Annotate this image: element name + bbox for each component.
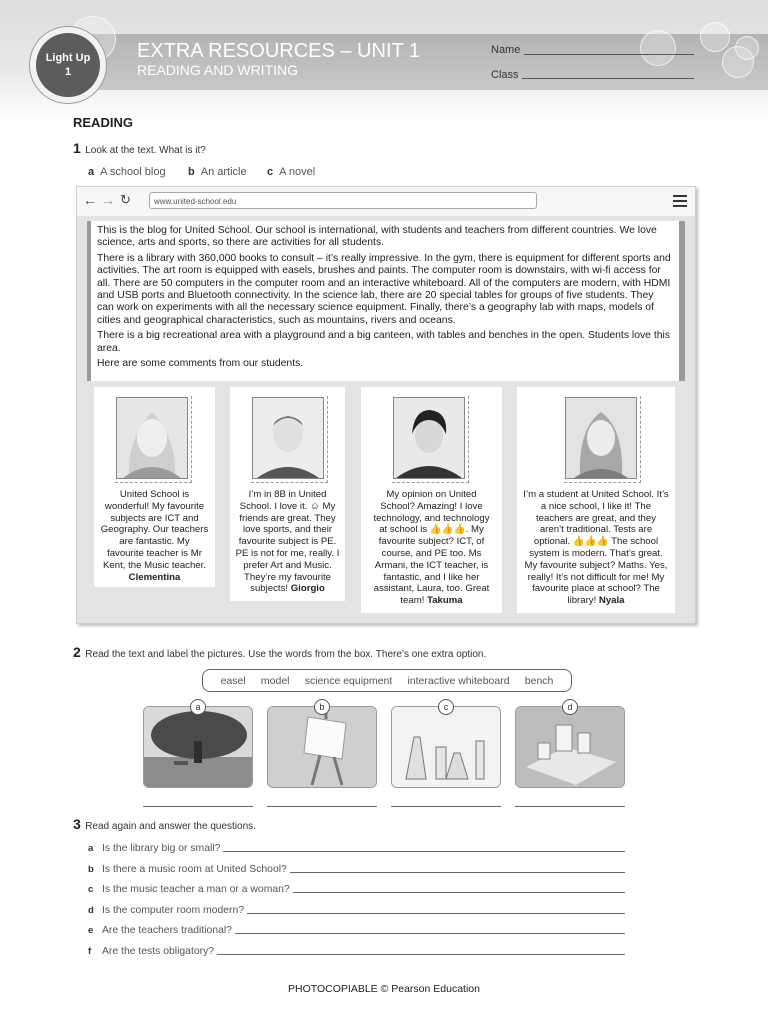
badge-line1: Light Up [45,52,91,64]
section-heading-reading: READING [73,115,133,130]
student-photo [116,397,188,479]
footer-copyright: PHOTOCOPIABLE © Pearson Education [288,983,480,995]
forward-arrow-icon[interactable]: → [101,192,115,208]
word-box [202,669,572,692]
browser-toolbar [77,187,695,216]
word-option: interactive whiteboard [407,674,510,687]
exercise-number: 3 [73,816,81,832]
exercise-1-instruction [73,140,206,158]
word-option: easel [220,674,246,687]
exercise-number: 1 [73,140,81,156]
option-b[interactable]: b An article [188,166,247,178]
question-e: e Are the teachers traditional? [88,922,625,936]
badge-line2: 1 [64,66,72,78]
student-name: Takuma [427,595,463,607]
blog-paragraph: Here are some comments from our students. [97,358,304,370]
question-f: f Are the tests obligatory? [88,943,625,957]
url-bar[interactable]: www.united-school.edu [149,192,537,209]
picture-easel [267,706,377,788]
comment-text: I’m a student at United School. It’s a nice school, I like it! The teachers are great, and they aren’t traditional. Tests are optional. 👍👍👍 The school system is modern. That’s great. My favourite subject? Maths. Yes, really! It’s not difficult for me! My favourite place at school? The library! Nyala [523,489,669,607]
comment-text: My opinion on United School? Amazing! I love technology, and technology at school is 👍👍👍. My favourite subject? ICT, of course, and PE too. Ms Armani, the ICT teacher, is fantastic, and I like her assistant, Laura, too. Great team! Takuma [373,489,490,607]
question-d: d Is the computer room modern? [88,902,625,916]
instruction-text: Read again and answer the questions. [85,821,256,832]
question-c: c Is the music teacher a man or a woman? [88,881,625,895]
exercise-3-instruction [73,816,256,834]
student-name: Nyala [598,595,625,607]
picture-label-d: d [562,699,578,715]
answer-line[interactable] [247,913,625,914]
reload-icon[interactable]: ↻ [120,192,131,207]
student-photo [565,397,637,479]
answer-line[interactable] [235,933,625,934]
answer-line-a[interactable] [143,806,253,807]
comment-card-takuma [361,387,502,613]
decorative-bubble [700,22,730,52]
picture-bench-park [143,706,253,788]
class-field[interactable] [522,78,694,79]
name-field[interactable] [524,54,694,55]
answer-line[interactable] [293,892,625,893]
back-arrow-icon[interactable]: ← [83,192,97,208]
level-badge [36,33,100,97]
instruction-text: Read the text and label the pictures. Use the words from the box. There’s one extra option. [85,649,487,660]
student-name: Clementina [128,571,181,583]
blog-text [87,221,685,381]
decorative-bubble [640,30,676,66]
blog-paragraph: There is a library with 360,000 books to consult – it’s really impressive. In the gym, there is equipment for different sports and activities. The art room is equipped with easels, brushes and paints. The computer room is downstairs, with wi-fi access for all. There are 50 computers in the computer room and an interactive whiteboard. All of the computers are modern, with HDMI and USB ports and Bluetooth connectivity. In the science lab, there are 20 special tables for groups of five students. They can work on experiments with all the necessary science equipment. Finally, there’s a geography lab with maps, models of cities and geographical characteristics, such as mountains, rivers and oceans. [97,252,671,326]
comment-card-nyala [517,387,675,613]
picture-model [515,706,625,788]
word-option: bench [524,674,554,687]
name-label: Name [491,44,521,56]
comment-card-clementina [94,387,215,587]
blog-paragraph: There is a big recreational area with a playground and a big canteen, with tables and benches in the open. Students love this area. [97,330,671,354]
decorative-bubble [735,36,759,60]
instruction-text: Look at the text. What is it? [85,145,206,156]
answer-line-c[interactable] [391,806,501,807]
picture-label-b: b [314,699,330,715]
answer-line-d[interactable] [515,806,625,807]
comment-text: United School is wonderful! My favourite subjects are ICT and Geography. Our teachers are fantastic. My favourite teacher is Mr Kent, the Music teacher. Clementina [100,489,209,583]
browser-window [76,186,696,624]
picture-label-c: c [438,699,454,715]
option-a[interactable]: a A school blog [88,166,166,178]
worksheet-title: EXTRA RESOURCES – UNIT 1 [137,40,421,62]
exercise-2-instruction [73,644,486,662]
comment-card-giorgio [230,387,345,601]
word-option: science equipment [304,674,393,687]
student-photo [252,397,324,479]
question-b: b Is there a music room at United School? [88,861,625,875]
student-name: Giorgio [290,583,325,595]
picture-label-a: a [190,699,206,715]
exercise-number: 2 [73,644,81,660]
word-option: model [260,674,290,687]
answer-line[interactable] [290,872,625,873]
answer-line[interactable] [223,851,625,852]
comment-text: I’m in 8B in United School. I love it. ☺ My friends are great. They love sports, and their favourite subject is PE. PE is not for me, really. I prefer Art and Music. They’re my favourite subjects! Giorgio [235,489,340,595]
question-a: a Is the library big or small? [88,840,625,854]
answer-line-b[interactable] [267,806,377,807]
blog-paragraph: This is the blog for United School. Our school is international, with students and teachers from different countries. We love science, arts and sports, so there are activities for all students. [97,225,657,249]
class-label: Class [491,69,519,81]
menu-icon[interactable] [673,195,687,207]
picture-science-equipment [391,706,501,788]
option-c[interactable]: c A novel [267,166,316,178]
answer-line[interactable] [217,954,625,955]
worksheet-subtitle: READING AND WRITING [137,62,299,78]
student-photo [393,397,465,479]
